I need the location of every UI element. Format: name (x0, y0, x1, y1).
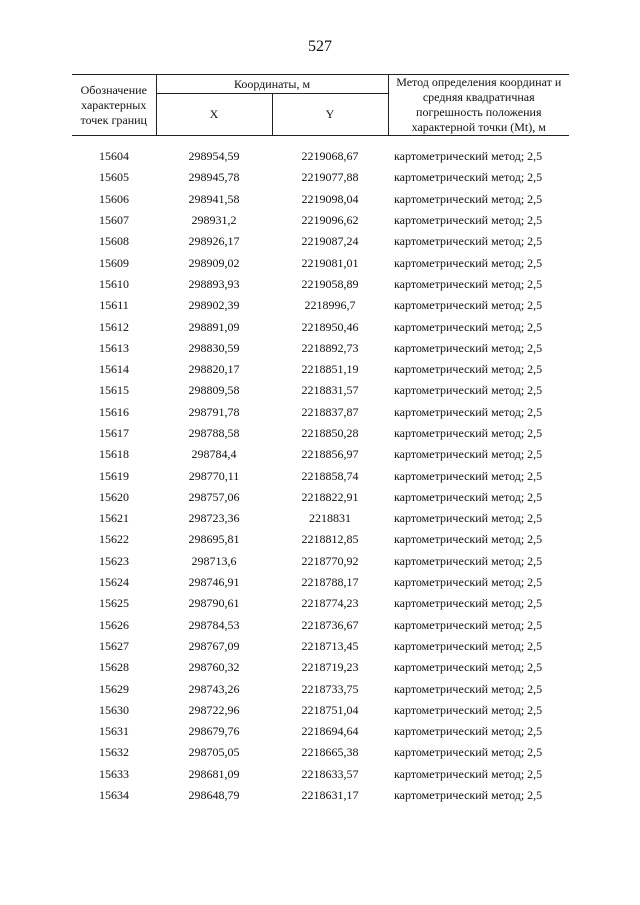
method-cell: картометрический метод; 2,5 (394, 468, 543, 483)
point-id-cell: 15616 (99, 404, 129, 419)
y-cell: 2219098,04 (301, 191, 359, 206)
x-cell: 298788,58 (188, 426, 240, 440)
point-id-cell: 15609 (99, 255, 129, 270)
method-cell: картометрический метод; 2,5 (394, 745, 543, 760)
table-row (72, 231, 569, 252)
point-id-cell: 15625 (99, 596, 129, 611)
method-cell: картометрический метод; 2,5 (394, 234, 543, 249)
x-cell: 298791,78 (188, 404, 240, 419)
y-cell: 2218850,28 (301, 426, 359, 440)
table-row (72, 423, 569, 444)
method-cell: картометрический метод; 2,5 (394, 681, 543, 696)
table-row (72, 465, 569, 486)
y-cell: 2218892,73 (301, 340, 359, 355)
x-cell: 298648,79 (188, 788, 240, 803)
table-row (72, 593, 569, 614)
x-cell: 298891,09 (188, 319, 240, 334)
y-cell: 2218736,67 (301, 617, 359, 632)
x-cell: 298954,59 (188, 149, 240, 164)
y-cell: 2219087,24 (301, 234, 359, 249)
y-cell: 2218665,38 (301, 745, 359, 760)
method-cell: картометрический метод; 2,5 (394, 149, 543, 164)
table-row (72, 167, 569, 188)
x-cell: 298770,11 (188, 468, 240, 483)
y-cell: 2218831,57 (301, 383, 359, 398)
point-id-cell: 15612 (99, 319, 129, 334)
y-cell: 2218694,64 (301, 724, 359, 739)
x-cell: 298830,59 (188, 340, 240, 355)
method-cell: картометрический метод; 2,5 (394, 702, 543, 717)
method-cell: картометрический метод; 2,5 (394, 553, 543, 568)
table-row (72, 785, 569, 806)
y-cell: 2219058,89 (301, 276, 359, 291)
point-id-cell: 15628 (99, 660, 129, 675)
table-row (72, 636, 569, 657)
point-id-cell: 15615 (99, 383, 129, 398)
method-header: Метод определения координат и средняя квадратичная погрешность положения характерной точки (Mt), м (388, 75, 569, 136)
table-row (72, 764, 569, 785)
table-row (72, 742, 569, 763)
x-cell: 298767,09 (188, 638, 240, 653)
table-header (72, 75, 569, 136)
table-row (72, 487, 569, 508)
x-cell: 298926,17 (188, 234, 240, 249)
method-cell: картометрический метод; 2,5 (394, 383, 543, 398)
table-row (72, 295, 569, 316)
table-row (72, 252, 569, 273)
table-row (72, 551, 569, 572)
table-row (72, 700, 569, 721)
y-cell: 2218733,75 (301, 681, 359, 696)
point-id-cell: 15619 (99, 468, 129, 483)
point-id-cell: 15621 (99, 511, 129, 526)
method-cell: картометрический метод; 2,5 (394, 660, 543, 675)
x-cell: 298695,81 (188, 532, 240, 547)
table-row (72, 316, 569, 337)
page-number: 527 (308, 38, 332, 55)
table-row (72, 721, 569, 742)
y-cell: 2219096,62 (301, 213, 359, 228)
x-cell: 298941,58 (188, 191, 240, 206)
x-cell: 298746,91 (188, 575, 240, 590)
table-row (72, 338, 569, 359)
point-id-cell: 15611 (99, 298, 129, 313)
x-cell: 298743,26 (188, 681, 240, 696)
table-row (72, 615, 569, 636)
table-row (72, 657, 569, 678)
y-cell: 2218751,04 (301, 702, 359, 717)
x-cell: 298713,6 (191, 553, 237, 568)
x-cell: 298681,09 (188, 766, 240, 781)
method-cell: картометрический метод; 2,5 (394, 511, 543, 526)
table-row (72, 508, 569, 529)
coordinates-table (72, 74, 569, 806)
y-cell: 2218831 (309, 511, 351, 526)
y-cell: 2218837,87 (301, 404, 359, 419)
table-row (72, 529, 569, 550)
method-cell: картометрический метод; 2,5 (394, 638, 543, 653)
x-cell: 298945,78 (188, 170, 240, 185)
designation-header: Обозначение характерных точек границ (80, 82, 147, 127)
x-header: X (156, 94, 272, 136)
point-id-cell: 15617 (99, 426, 129, 440)
x-cell: 298790,61 (188, 596, 240, 611)
y-cell: 2218851,19 (301, 362, 359, 377)
y-cell: 2218774,23 (301, 596, 359, 611)
method-cell: картометрический метод; 2,5 (394, 724, 543, 739)
method-cell: картометрический метод; 2,5 (394, 575, 543, 590)
y-cell: 2218856,97 (301, 447, 359, 462)
method-cell: картометрический метод; 2,5 (394, 319, 543, 334)
point-id-cell: 15623 (99, 553, 129, 568)
point-id-cell: 15608 (99, 234, 129, 249)
table-row (72, 146, 569, 167)
x-cell: 298893,93 (188, 276, 240, 291)
y-cell: 2218633,57 (301, 766, 359, 781)
x-cell: 298722,96 (188, 702, 240, 717)
y-cell: 2219068,67 (301, 149, 359, 164)
method-cell: картометрический метод; 2,5 (394, 617, 543, 632)
point-id-cell: 15622 (99, 532, 129, 547)
x-cell: 298809,58 (188, 383, 240, 398)
method-cell: картометрический метод; 2,5 (394, 489, 543, 504)
method-cell: картометрический метод; 2,5 (394, 766, 543, 781)
method-cell: картометрический метод; 2,5 (394, 170, 543, 185)
x-cell: 298757,06 (188, 489, 240, 504)
table-body (72, 136, 569, 807)
y-cell: 2218631,17 (301, 788, 359, 803)
method-cell: картометрический метод; 2,5 (394, 191, 543, 206)
x-cell: 298902,39 (188, 298, 240, 313)
y-cell: 2219081,01 (301, 255, 359, 270)
method-cell: картометрический метод; 2,5 (394, 276, 543, 291)
point-id-cell: 15626 (99, 617, 129, 632)
point-id-cell: 15605 (99, 170, 129, 185)
point-id-cell: 15629 (99, 681, 129, 696)
point-id-cell: 15624 (99, 575, 129, 590)
y-cell: 2218812,85 (301, 532, 359, 547)
x-cell: 298723,36 (188, 511, 240, 526)
method-cell: картометрический метод; 2,5 (394, 362, 543, 377)
x-cell: 298909,02 (188, 255, 240, 270)
method-cell: картометрический метод; 2,5 (394, 596, 543, 611)
point-id-cell: 15604 (99, 149, 129, 164)
y-cell: 2218788,17 (301, 575, 359, 590)
table-row (72, 189, 569, 210)
point-id-cell: 15618 (99, 447, 129, 462)
table-row (72, 380, 569, 401)
point-id-cell: 15631 (99, 724, 129, 739)
point-id-cell: 15607 (99, 213, 129, 228)
y-cell: 2218822,91 (301, 489, 359, 504)
table-row (72, 572, 569, 593)
method-cell: картометрический метод; 2,5 (394, 404, 543, 419)
method-cell: картометрический метод; 2,5 (394, 447, 543, 462)
point-id-cell: 15634 (99, 788, 129, 803)
y-cell: 2218770,92 (301, 553, 359, 568)
y-cell: 2218713,45 (301, 638, 359, 653)
point-id-cell: 15613 (99, 340, 129, 355)
point-id-cell: 15632 (99, 745, 129, 760)
method-cell: картометрический метод; 2,5 (394, 532, 543, 547)
method-cell: картометрический метод; 2,5 (394, 255, 543, 270)
point-id-cell: 15633 (99, 766, 129, 781)
table-row (72, 274, 569, 295)
table-row (72, 678, 569, 699)
y-cell: 2219077,88 (301, 170, 359, 185)
y-cell: 2218719,23 (301, 660, 359, 675)
y-cell: 2218996,7 (304, 298, 356, 313)
x-cell: 298931,2 (191, 213, 237, 228)
point-id-cell: 15630 (99, 702, 129, 717)
x-cell: 298784,53 (188, 617, 240, 632)
point-id-cell: 15614 (99, 362, 129, 377)
y-cell: 2218858,74 (301, 468, 359, 483)
point-id-cell: 15610 (99, 276, 129, 291)
x-cell: 298820,17 (188, 362, 240, 377)
x-cell: 298784,4 (191, 447, 237, 462)
table-row (72, 210, 569, 231)
x-cell: 298760,32 (188, 660, 240, 675)
table-row (72, 402, 569, 423)
point-id-cell: 15627 (99, 638, 129, 653)
point-id-cell: 15606 (99, 191, 129, 206)
method-cell: картометрический метод; 2,5 (394, 298, 543, 313)
y-cell: 2218950,46 (301, 319, 359, 334)
y-header: Y (272, 94, 388, 136)
coordinates-header: Координаты, м (156, 75, 388, 94)
x-cell: 298705,05 (188, 745, 240, 760)
table-row (72, 444, 569, 465)
table-row (72, 359, 569, 380)
method-cell: картометрический метод; 2,5 (394, 788, 543, 803)
point-id-cell: 15620 (99, 489, 129, 504)
method-cell: картометрический метод; 2,5 (394, 340, 543, 355)
method-cell: картометрический метод; 2,5 (394, 426, 543, 440)
x-cell: 298679,76 (188, 724, 240, 739)
method-cell: картометрический метод; 2,5 (394, 213, 543, 228)
